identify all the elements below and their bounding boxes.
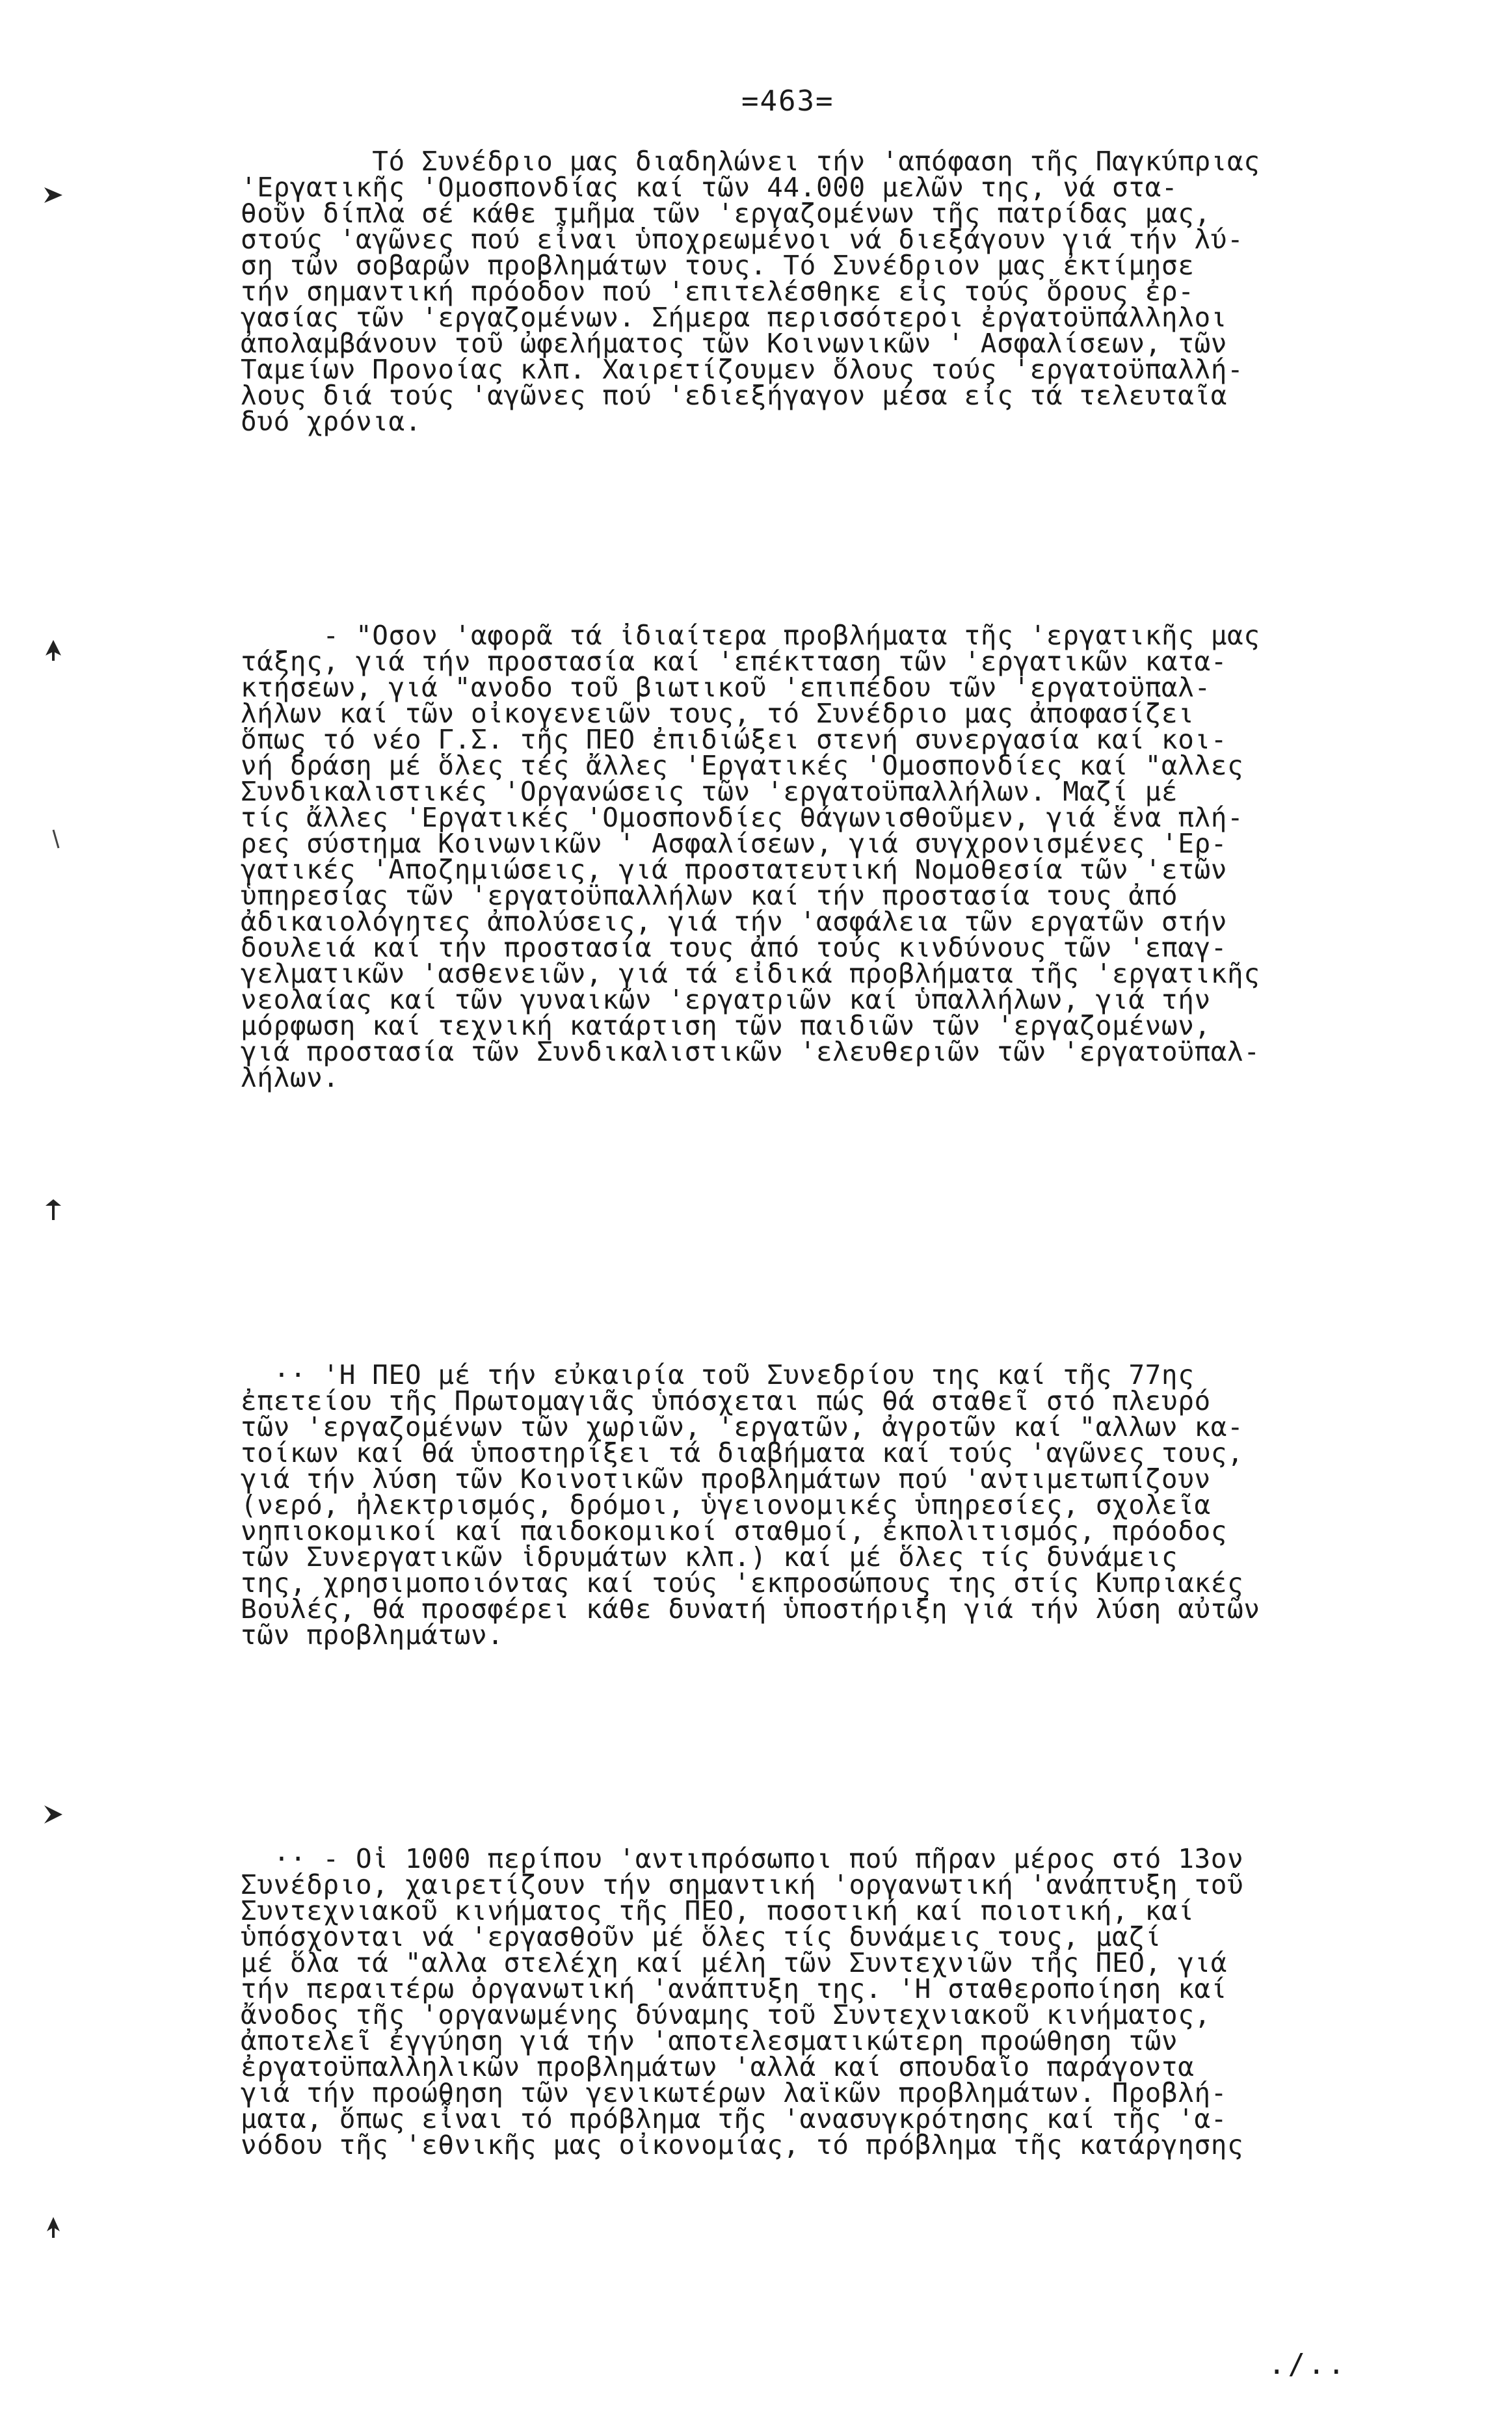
text-line: (νερό, ἠλεκτρισμός, δρόμοι, ὑγειονομικές ὑπηρεσίες, σχολεῖα <box>241 1489 1211 1521</box>
text-line: μόρφωση καί τεχνική κατάρτιση τῶν παιδιῶν τῶν 'εργαζομένων, <box>241 1010 1211 1041</box>
text-line: γιά προστασία τῶν Συνδικαλιστικῶν 'ελευθεριῶν τῶν 'εργατοϋπαλ- <box>241 1036 1260 1067</box>
text-line: Συντεχνιακοῦ κινήματος τῆς ΠΕΟ, ποσοτική καί ποιοτική, καί <box>241 1895 1195 1926</box>
text-line: τίς ἄλλες 'Εργατικές 'Ομοσπονδίες θάγωνισθοῦμεν, γιά ἕνα πλή- <box>241 802 1244 833</box>
text-line: γιά τήν λύση τῶν Κοινοτικῶν προβλημάτων πού 'αντιμετωπίζουν <box>241 1463 1211 1494</box>
text-line: ἀποτελεῖ ἐγγύηση γιά τήν 'αποτελεσματικώτερη προώθηση τῶν <box>241 2025 1178 2056</box>
text-line: Συνδικαλιστικές 'Οργανώσεις τῶν 'εργατοϋπαλλήλων. Μαζί μέ <box>241 776 1178 807</box>
text-line: 'Εργατικῆς 'Ομοσπονδίας καί τῶν 44.000 μελῶν της, νά στα- <box>241 172 1178 203</box>
text-line: νεολαίας καί τῶν γυναικῶν 'εργατριῶν καί ὑπαλλήλων, γιά τήν <box>241 984 1211 1015</box>
text-line: τῶν Συνεργατικῶν ἱδρυμάτων κλπ.) καί μέ ὅλες τίς δυνάμεις <box>241 1541 1178 1573</box>
margin-arrow-icon <box>40 637 66 663</box>
text-line: ὅπως τό νέο Γ.Σ. τῆς ΠΕΟ ἐπιδιώξει στενή συνεργασία καί κοι- <box>241 724 1228 755</box>
text-line: τάξης, γιά τήν προστασία καί 'επέκτταση τῶν 'εργατικῶν κατα- <box>241 646 1228 677</box>
text-line: ὑπηρεσίας τῶν 'εργατοϋπαλλήλων καί τήν προστασία τους ἀπό <box>241 880 1178 911</box>
text-line: ἀπολαμβάνουν τοῦ ὠφελήματος τῶν Κοινωνικῶν ' Ασφαλίσεων, τῶν <box>241 328 1228 359</box>
text-line: Ταμείων Προνοίας κλπ. Χαιρετίζουμεν ὅλους τούς 'εργατοϋπαλλή- <box>241 354 1244 385</box>
text-line: τήν σημαντική πρόοδον πού 'επιτελέσθηκε εἰς τούς ὅρους ἐρ- <box>241 276 1195 307</box>
text-line: στούς 'αγῶνες πού εἶναι ὑποχρεωμένοι νά διεξάγουν γιά τήν λύ- <box>241 224 1244 255</box>
text-line: ἄνοδος τῆς 'οργανωμένης δύναμης τοῦ Συντεχνιακοῦ κινήματος, <box>241 1999 1211 2030</box>
text-line: λήλων. <box>241 1062 339 1093</box>
text-line: τοίκων καί θά ὑποστηρίξει τά διαβήματα καί τούς 'αγῶνες τους, <box>241 1437 1244 1468</box>
text-line: γασίας τῶν 'εργαζομένων. Σήμερα περισσότεροι ἐργατοϋπάλληλοι <box>241 302 1228 333</box>
text-line: - "Οσον 'αφορᾶ τά ἰδιαίτερα προβλήματα τῆς 'εργατικῆς μας <box>241 620 1260 651</box>
text-line: Συνέδριο, χαιρετίζουν τήν σημαντική 'οργανωτική 'ανάπτυξη τοῦ <box>241 1869 1244 1900</box>
text-line: τῶν προβλημάτων. <box>241 1619 504 1651</box>
paragraph-peo-may-day <box>241 1359 1457 1651</box>
text-line: λήλων καί τῶν οἰκογενειῶν τους, τό Συνέδριο μας ἀποφασίζει <box>241 698 1195 729</box>
text-line: ἐργατοϋπαλληλικῶν προβλημάτων 'αλλά καί σπουδαῖο παράγοντα <box>241 2051 1195 2082</box>
text-line: ·· - Οἱ 1000 περίπου 'αντιπρόσωποι πού πῆραν μέρος στό 13ον <box>241 1843 1244 1874</box>
text-line: δυό χρόνια. <box>241 406 422 437</box>
margin-tick-icon <box>43 826 69 852</box>
text-line: ρες σύστημα Κοινωνικῶν ' Ασφαλίσεων, γιά συγχρονισμένες 'Ερ- <box>241 828 1228 859</box>
text-line: νή δράση μέ ὅλες τές ἄλλες 'Εργατικές 'Ομοσπονδίες καί "αλλες <box>241 750 1244 781</box>
text-line: τῶν 'εργαζομένων τῶν χωριῶν, 'εργατῶν, ἀγροτῶν καί "αλλων κα- <box>241 1411 1244 1442</box>
margin-arrow-icon <box>40 182 66 208</box>
text-line: γατικές 'Αποζημιώσεις, γιά προστατευτική Νομοθεσία τῶν 'ετῶν <box>241 854 1228 885</box>
margin-arrow-icon <box>40 2214 66 2240</box>
text-line: τήν περαιτέρω ὀργανωτική 'ανάπτυξη της. 'Η σταθεροποίηση καί <box>241 1973 1228 2004</box>
paragraph-congress-decision <box>241 146 1457 437</box>
text-line: δουλειά καί τήν προστασία τους ἀπό τούς κινδύνους τῶν 'επαγ- <box>241 932 1228 963</box>
continuation-mark: ./.. <box>1268 2348 1347 2381</box>
text-line: κτήσεων, γιά "ανοδο τοῦ βιωτικοῦ 'επιπέδου τῶν 'εργατοϋπαλ- <box>241 672 1211 703</box>
paragraph-working-class-problems <box>241 622 1457 1091</box>
page-number: =463= <box>741 85 834 118</box>
text-line: ματα, ὅπως εἶναι τό πρόβλημα τῆς 'ανασυγκρότησης καί τῆς 'α- <box>241 2103 1228 2134</box>
text-line: Βουλές, θά προσφέρει κάθε δυνατή ὑποστήριξη γιά τήν λύση αὐτῶν <box>241 1593 1260 1625</box>
text-line: νηπιοκομικοί καί παιδοκομικοί σταθμοί, ἐκπολιτισμός, πρόοδος <box>241 1515 1228 1547</box>
text-line: της, χρησιμοποιόντας καί τούς 'εκπροσώπους της στίς Κυπριακές <box>241 1567 1244 1599</box>
text-line: γελματικῶν 'ασθενειῶν, γιά τά εἰδικά προβλήματα τῆς 'εργατικῆς <box>241 958 1260 989</box>
margin-arrow-icon <box>40 1197 66 1223</box>
text-line: λους διά τούς 'αγῶνες πού 'εδιεξήγαγον μέσα εἰς τά τελευταῖα <box>241 380 1228 411</box>
text-line: μέ ὅλα τά "αλλα στελέχη καί μέλη τῶν Συντεχνιῶν τῆς ΠΕΟ, γιά <box>241 1947 1228 1978</box>
text-line: ἀδικαιολόγητες ἀπολύσεις, γιά τήν 'ασφάλεια τῶν εργατῶν στήν <box>241 906 1228 937</box>
text-line: θοῦν δίπλα σέ κάθε τμῆμα τῶν 'εργαζομένων τῆς πατρίδας μας, <box>241 198 1211 229</box>
paragraph-delegates <box>241 1843 1457 2160</box>
text-line: ἐπετείου τῆς Πρωτομαγιᾶς ὑπόσχεται πώς θά σταθεῖ στό πλευρό <box>241 1385 1211 1416</box>
margin-arrow-icon <box>40 1801 66 1827</box>
text-line: νόδου τῆς 'εθνικῆς μας οἰκονομίας, τό πρόβλημα τῆς κατάργησης <box>241 2129 1244 2160</box>
text-line: Τό Συνέδριο μας διαδηλώνει τήν 'απόφαση τῆς Παγκύπριας <box>241 146 1260 177</box>
text-line: ση τῶν σοβαρῶν προβλημάτων τους. Τό Συνέδριον μας ἐκτίμησε <box>241 250 1195 281</box>
text-line: γιά τήν προώθηση τῶν γενικωτέρων λαϊκῶν προβλημάτων. Προβλή- <box>241 2077 1228 2108</box>
text-line: ὑπόσχονται νά 'εργασθοῦν μέ ὅλες τίς δυνάμεις τους, μαζί <box>241 1921 1161 1952</box>
text-line: ·· 'Η ΠΕΟ μέ τήν εὐκαιρία τοῦ Συνεδρίου της καί τῆς 77ης <box>241 1359 1195 1390</box>
